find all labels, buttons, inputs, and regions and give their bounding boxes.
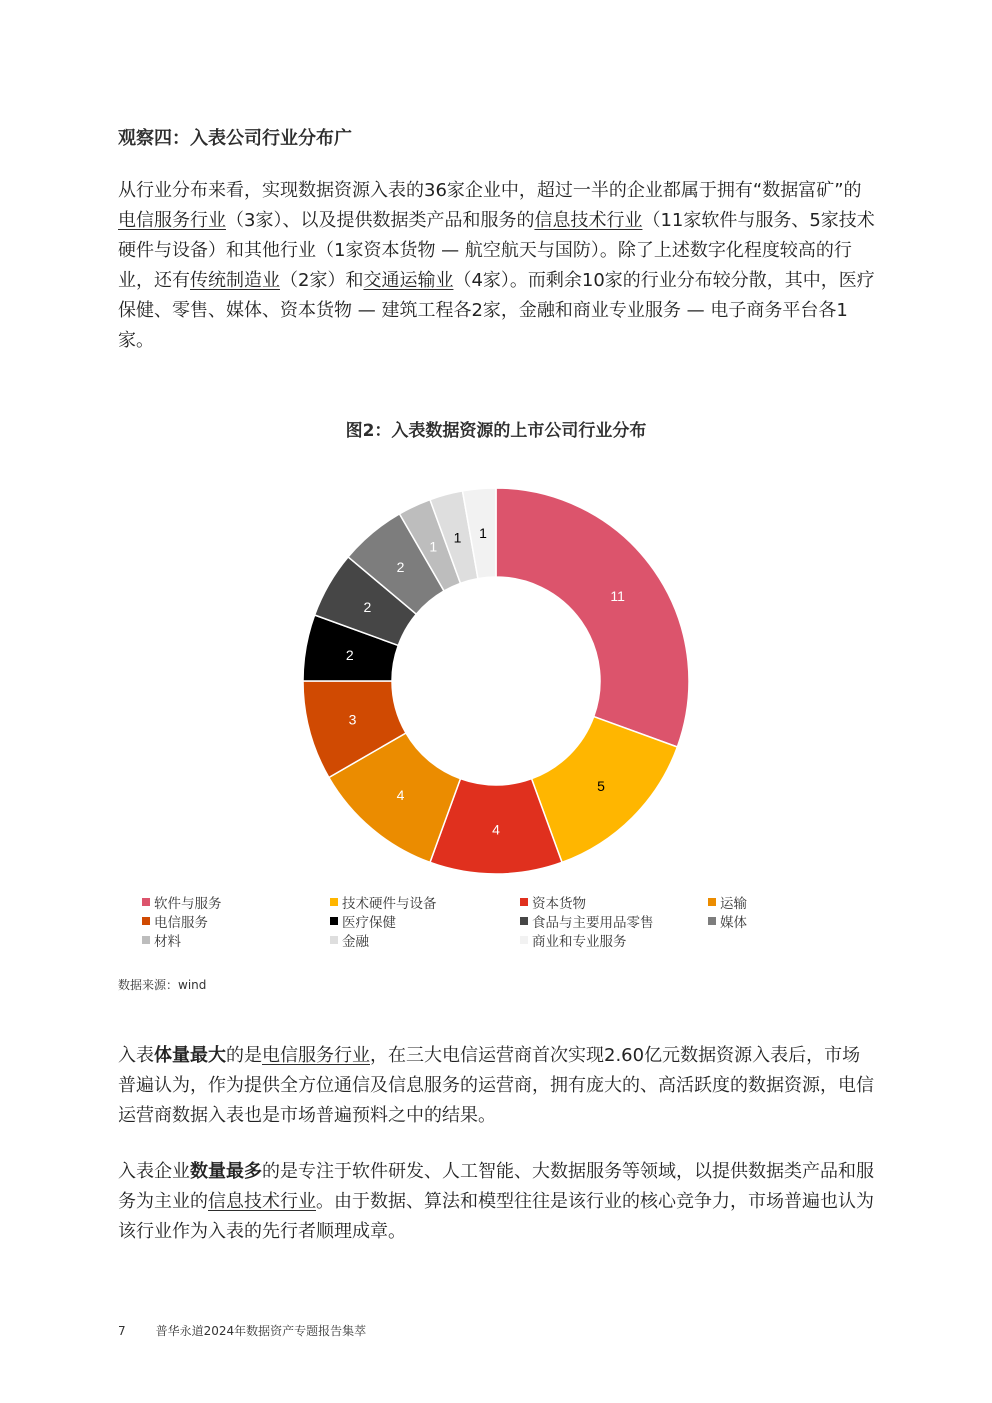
slice-value-label: 3: [348, 711, 357, 728]
slice-value-label: 4: [396, 786, 405, 803]
underlined-term: 交通运输业: [363, 270, 454, 291]
legend-item: [330, 911, 396, 931]
legend-label: 电信服务: [154, 915, 208, 931]
underlined-term: 信息技术行业: [208, 1191, 316, 1212]
legend-item: [520, 911, 654, 931]
legend-label: 软件与服务: [154, 896, 222, 912]
legend-label: 媒体: [720, 915, 747, 931]
slice-value-label: 2: [396, 559, 405, 576]
donut-slice-软件与服务: [496, 488, 689, 747]
legend-label: 金融: [342, 934, 369, 950]
legend-label: 资本货物: [532, 896, 586, 912]
bold-term: 体量最大: [154, 1045, 226, 1066]
underlined-term: 电信服务行业: [118, 210, 226, 231]
underlined-term: 电信服务行业: [262, 1045, 370, 1066]
legend-swatch: [520, 898, 528, 906]
paragraph-industry-distribution: 从行业分布来看，实现数据资源入表的36家企业中，超过一半的企业都属于拥有“数据富矿”的电信服务行业（3家）、以及提供数据类产品和服务的信息技术行业（11家软件与服务、5家技术硬件与设备）和其他行业（1家资本货物 — 航空航天与国防）。除了上述数字化程度较高的行业，还有传统制造业（2家）和交通运输业（4家）。而剩余10家的行业分布较分散，其中，医疗保健、零售、媒体、资本货物 — 建筑工程各2家，金融和商业专业服务 — 电子商务平台各1家。: [118, 180, 875, 351]
legend-swatch: [142, 917, 150, 925]
legend-item: [142, 911, 208, 931]
legend-swatch: [708, 917, 716, 925]
legend-swatch: [330, 898, 338, 906]
legend-swatch: [330, 936, 338, 944]
slice-value-label: 2: [345, 647, 354, 664]
footer-title: 普华永道2024年数据资产专题报告集萃: [155, 1324, 367, 1338]
page-footer: [118, 1322, 366, 1339]
figure-title: 图2：入表数据资源的上市公司行业分布: [345, 421, 647, 441]
legend-item: [708, 892, 747, 912]
underlined-term: 信息技术行业: [534, 210, 643, 231]
legend-item: [708, 911, 747, 931]
legend-swatch: [142, 936, 150, 944]
legend-swatch: [330, 917, 338, 925]
legend-item: [330, 892, 437, 912]
legend-swatch: [142, 898, 150, 906]
slice-value-label: 1: [453, 529, 462, 546]
legend-label: 技术硬件与设备: [342, 896, 437, 912]
data-source: 数据来源：wind: [118, 978, 207, 992]
legend-item: [520, 892, 586, 912]
legend-swatch: [520, 917, 528, 925]
legend-label: 食品与主要用品零售: [532, 915, 654, 931]
legend-item: [520, 930, 627, 950]
bold-term: 数量最多: [190, 1161, 262, 1182]
legend-label: 运输: [720, 896, 747, 912]
slice-value-label: 4: [492, 821, 500, 838]
slice-value-label: 2: [363, 598, 372, 615]
legend-label: 材料: [154, 934, 181, 950]
slice-value-label: 1: [479, 525, 487, 542]
slice-value-label: 1: [429, 538, 438, 555]
legend-item: [142, 930, 181, 950]
slice-value-label: 11: [610, 587, 625, 604]
legend-label: 商业和专业服务: [532, 934, 627, 950]
paragraph-most-companies: 入表企业数量最多的是专注于软件研发、人工智能、大数据服务等领域，以提供数据类产品和服务为主业的信息技术行业。由于数据、算法和模型往往是该行业的核心竞争力，市场普遍也认为该行业作为入表的先行者顺理成章。: [118, 1161, 874, 1242]
legend-item: [142, 892, 222, 912]
paragraph-largest-volume: 入表体量最大的是电信服务行业，在三大电信运营商首次实现2.60亿元数据资源入表后，市场普遍认为，作为提供全方位通信及信息服务的运营商，拥有庞大的、高活跃度的数据资源，电信运营商数据入表也是市场普遍预料之中的结果。: [118, 1045, 874, 1126]
legend-swatch: [708, 898, 716, 906]
legend-swatch: [520, 936, 528, 944]
legend-item: [330, 930, 369, 950]
page-number: 7: [118, 1324, 126, 1338]
legend-label: 医疗保健: [342, 915, 396, 931]
slice-value-label: 5: [597, 778, 605, 795]
donut-chart: [296, 486, 696, 886]
section-heading: 观察四：入表公司行业分布广: [118, 128, 352, 149]
underlined-term: 传统制造业: [190, 270, 280, 291]
